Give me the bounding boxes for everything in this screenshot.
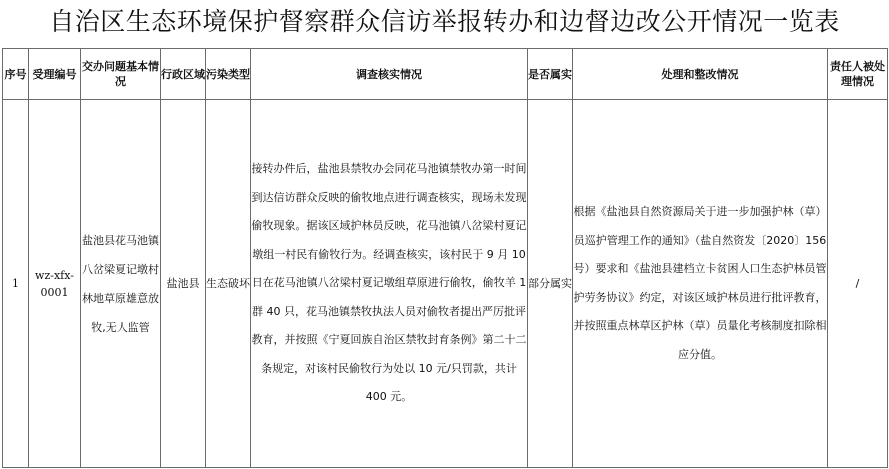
row-basic-info: 盐池县花马池镇八岔梁夏记墩村林地草原雄意放牧,无人监管 [81, 100, 161, 468]
row-pollution-type: 生态破坏 [206, 100, 251, 468]
header-accept-no: 受理编号 [29, 49, 81, 100]
disclosure-table [2, 48, 888, 468]
header-investigation: 调查核实情况 [251, 49, 528, 100]
header-true-or-not: 是否属实 [528, 49, 573, 100]
header-pollution-type: 污染类型 [206, 49, 251, 100]
row-accept-no: wz-xfx-0001 [29, 100, 81, 468]
row-true-or-not: 部分属实 [528, 100, 573, 468]
header-handling: 处理和整改情况 [573, 49, 828, 100]
header-row [3, 49, 888, 100]
row-region: 盐池县 [161, 100, 206, 468]
header-basic-info: 交办问题基本情况 [81, 49, 161, 100]
header-accountability: 责任人被处理情况 [828, 49, 888, 100]
header-seq: 序号 [3, 49, 29, 100]
table-row [3, 100, 888, 468]
row-handling: 根据《盐池县自然资源局关于进一步加强护林（草）员巡护管理工作的通知》（盐自然资发〔2020〕156 号）要求和《盐池县建档立卡贫困人口生态护林员管护劳务协议》约定，对该区域护林员进行批评教育，并按照重点林草区护林（草）员量化考核制度扣除相应分值。 [573, 100, 828, 468]
page-title: 自治区生态环境保护督察群众信访举报转办和边督边改公开情况一览表 [49, 7, 840, 36]
row-accountability: / [828, 100, 888, 468]
header-region: 行政区域 [161, 49, 206, 100]
row-seq: 1 [3, 100, 29, 468]
row-investigation: 接转办件后，盐池县禁牧办会同花马池镇禁牧办第一时间到达信访群众反映的偷牧地点进行调查核实，现场未发现偷牧现象。据该区域护林员反映，花马池镇八岔梁村夏记墩组一村民有偷牧行为。经调查核实，该村民于 9 月 10 日在花马池镇八岔梁村夏记墩组草原进行偷牧，偷牧羊 1 群 40 只，花马池镇禁牧执法人员对偷牧者提出严厉批评教育，并按照《宁夏回族自治区禁牧封育条例》第二十二条规定，对该村民偷牧行为处以 10 元/只罚款，共计 400 元。 [251, 100, 528, 468]
